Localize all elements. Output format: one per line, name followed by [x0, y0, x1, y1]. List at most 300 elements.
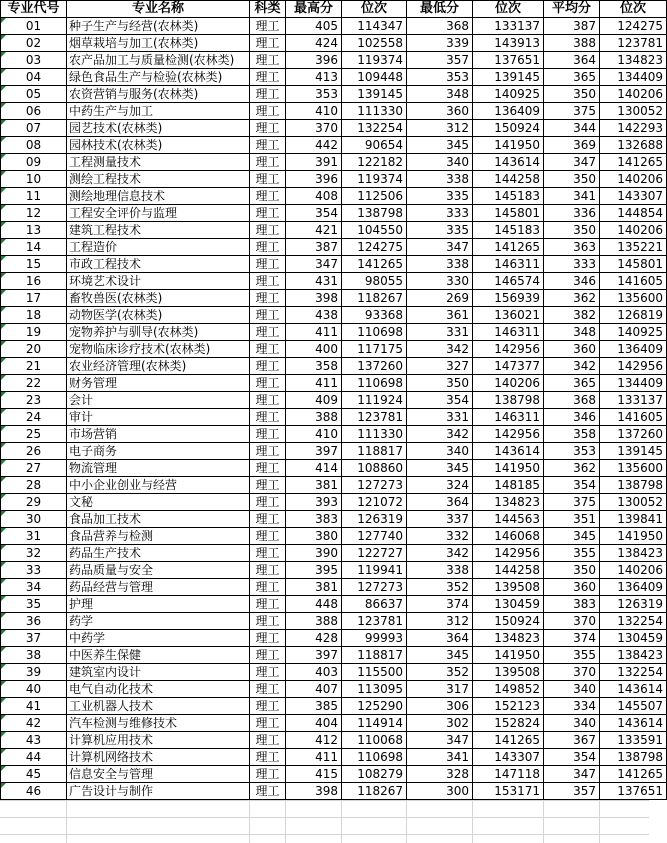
- min-score-cell[interactable]: 354: [407, 392, 473, 409]
- min-score-cell[interactable]: 317: [407, 681, 473, 698]
- category-cell[interactable]: 理工: [250, 35, 286, 52]
- major-code-cell[interactable]: 04: [1, 69, 67, 86]
- avg-rank-cell[interactable]: 135600: [600, 290, 667, 307]
- min-rank-cell[interactable]: 136021: [473, 307, 544, 324]
- major-name-cell[interactable]: 工业机器人技术: [67, 698, 250, 715]
- min-score-cell[interactable]: 347: [407, 239, 473, 256]
- min-score-cell[interactable]: 302: [407, 715, 473, 732]
- max-rank-cell[interactable]: 111330: [342, 426, 407, 443]
- min-score-cell[interactable]: 340: [407, 154, 473, 171]
- major-code-cell[interactable]: 21: [1, 358, 67, 375]
- major-name-cell[interactable]: 工程造价: [67, 239, 250, 256]
- min-rank-cell[interactable]: 144258: [473, 562, 544, 579]
- max-rank-cell[interactable]: 122182: [342, 154, 407, 171]
- min-score-cell[interactable]: 340: [407, 443, 473, 460]
- avg-score-cell[interactable]: 351: [544, 511, 600, 528]
- category-cell[interactable]: 理工: [250, 732, 286, 749]
- avg-rank-cell[interactable]: 142956: [600, 358, 667, 375]
- min-score-cell[interactable]: 312: [407, 120, 473, 137]
- avg-score-cell[interactable]: 362: [544, 460, 600, 477]
- max-score-cell[interactable]: 397: [286, 443, 342, 460]
- major-code-cell[interactable]: 30: [1, 511, 67, 528]
- major-code-cell[interactable]: 01: [1, 18, 67, 35]
- max-score-cell[interactable]: 391: [286, 154, 342, 171]
- max-score-cell[interactable]: 397: [286, 647, 342, 664]
- min-score-cell[interactable]: 327: [407, 358, 473, 375]
- major-name-cell[interactable]: 宠物临床诊疗技术(农林类): [67, 341, 250, 358]
- min-score-cell[interactable]: 374: [407, 596, 473, 613]
- max-rank-cell[interactable]: 132254: [342, 120, 407, 137]
- min-score-cell[interactable]: 338: [407, 171, 473, 188]
- max-score-cell[interactable]: 383: [286, 511, 342, 528]
- major-name-cell[interactable]: 建筑工程技术: [67, 222, 250, 239]
- max-score-cell[interactable]: 410: [286, 426, 342, 443]
- max-score-cell[interactable]: 354: [286, 205, 342, 222]
- min-score-cell[interactable]: 342: [407, 426, 473, 443]
- major-code-cell[interactable]: 16: [1, 273, 67, 290]
- avg-rank-cell[interactable]: 143614: [600, 681, 667, 698]
- major-code-cell[interactable]: 23: [1, 392, 67, 409]
- avg-rank-cell[interactable]: 140206: [600, 562, 667, 579]
- max-score-cell[interactable]: 396: [286, 171, 342, 188]
- min-rank-cell[interactable]: 141265: [473, 239, 544, 256]
- category-cell[interactable]: 理工: [250, 52, 286, 69]
- major-name-cell[interactable]: 药学: [67, 613, 250, 630]
- avg-score-cell[interactable]: 364: [544, 52, 600, 69]
- major-code-cell[interactable]: 14: [1, 239, 67, 256]
- category-cell[interactable]: 理工: [250, 426, 286, 443]
- avg-score-cell[interactable]: 347: [544, 154, 600, 171]
- major-name-cell[interactable]: 财务管理: [67, 375, 250, 392]
- min-rank-cell[interactable]: 148185: [473, 477, 544, 494]
- max-score-cell[interactable]: 404: [286, 715, 342, 732]
- category-cell[interactable]: 理工: [250, 137, 286, 154]
- avg-rank-cell[interactable]: 134409: [600, 375, 667, 392]
- max-score-cell[interactable]: 358: [286, 358, 342, 375]
- avg-rank-cell[interactable]: 144854: [600, 205, 667, 222]
- category-cell[interactable]: 理工: [250, 579, 286, 596]
- category-cell[interactable]: 理工: [250, 222, 286, 239]
- max-rank-cell[interactable]: 125290: [342, 698, 407, 715]
- min-rank-cell[interactable]: 146311: [473, 256, 544, 273]
- min-rank-cell[interactable]: 143913: [473, 35, 544, 52]
- avg-rank-cell[interactable]: 123781: [600, 35, 667, 52]
- major-name-cell[interactable]: 农产品加工与质量检测(农林类): [67, 52, 250, 69]
- max-rank-cell[interactable]: 115500: [342, 664, 407, 681]
- category-cell[interactable]: 理工: [250, 409, 286, 426]
- max-rank-cell[interactable]: 99993: [342, 630, 407, 647]
- max-rank-cell[interactable]: 102558: [342, 35, 407, 52]
- max-score-cell[interactable]: 398: [286, 290, 342, 307]
- min-rank-cell[interactable]: 139145: [473, 69, 544, 86]
- max-rank-cell[interactable]: 112506: [342, 188, 407, 205]
- min-rank-cell[interactable]: 140206: [473, 375, 544, 392]
- min-rank-cell[interactable]: 146574: [473, 273, 544, 290]
- category-cell[interactable]: 理工: [250, 392, 286, 409]
- category-cell[interactable]: 理工: [250, 86, 286, 103]
- max-score-cell[interactable]: 370: [286, 120, 342, 137]
- min-score-cell[interactable]: 352: [407, 579, 473, 596]
- avg-rank-cell[interactable]: 124275: [600, 18, 667, 35]
- category-cell[interactable]: 理工: [250, 69, 286, 86]
- major-code-cell[interactable]: 42: [1, 715, 67, 732]
- min-rank-cell[interactable]: 144258: [473, 171, 544, 188]
- min-rank-cell[interactable]: 134823: [473, 494, 544, 511]
- max-rank-cell[interactable]: 119374: [342, 52, 407, 69]
- avg-rank-cell[interactable]: 135600: [600, 460, 667, 477]
- avg-rank-cell[interactable]: 139145: [600, 443, 667, 460]
- avg-rank-cell[interactable]: 130052: [600, 103, 667, 120]
- max-score-cell[interactable]: 381: [286, 579, 342, 596]
- category-cell[interactable]: 理工: [250, 103, 286, 120]
- avg-score-cell[interactable]: 388: [544, 35, 600, 52]
- min-rank-cell[interactable]: 136409: [473, 103, 544, 120]
- major-name-cell[interactable]: 文秘: [67, 494, 250, 511]
- major-code-cell[interactable]: 34: [1, 579, 67, 596]
- max-rank-cell[interactable]: 113095: [342, 681, 407, 698]
- column-header[interactable]: 专业名称: [67, 1, 250, 18]
- min-rank-cell[interactable]: 147118: [473, 766, 544, 783]
- max-score-cell[interactable]: 353: [286, 86, 342, 103]
- avg-score-cell[interactable]: 354: [544, 749, 600, 766]
- max-score-cell[interactable]: 347: [286, 256, 342, 273]
- max-score-cell[interactable]: 393: [286, 494, 342, 511]
- major-code-cell[interactable]: 35: [1, 596, 67, 613]
- avg-score-cell[interactable]: 353: [544, 443, 600, 460]
- avg-rank-cell[interactable]: 140206: [600, 86, 667, 103]
- max-rank-cell[interactable]: 108279: [342, 766, 407, 783]
- max-rank-cell[interactable]: 93368: [342, 307, 407, 324]
- major-code-cell[interactable]: 15: [1, 256, 67, 273]
- major-code-cell[interactable]: 33: [1, 562, 67, 579]
- major-code-cell[interactable]: 24: [1, 409, 67, 426]
- min-rank-cell[interactable]: 143307: [473, 749, 544, 766]
- avg-rank-cell[interactable]: 134409: [600, 69, 667, 86]
- category-cell[interactable]: 理工: [250, 528, 286, 545]
- min-score-cell[interactable]: 335: [407, 222, 473, 239]
- min-score-cell[interactable]: 360: [407, 103, 473, 120]
- category-cell[interactable]: 理工: [250, 341, 286, 358]
- min-rank-cell[interactable]: 142956: [473, 341, 544, 358]
- major-name-cell[interactable]: 汽车检测与维修技术: [67, 715, 250, 732]
- avg-score-cell[interactable]: 340: [544, 681, 600, 698]
- min-rank-cell[interactable]: 141950: [473, 137, 544, 154]
- category-cell[interactable]: 理工: [250, 766, 286, 783]
- min-score-cell[interactable]: 331: [407, 324, 473, 341]
- avg-rank-cell[interactable]: 126819: [600, 307, 667, 324]
- min-score-cell[interactable]: 312: [407, 613, 473, 630]
- avg-rank-cell[interactable]: 134823: [600, 52, 667, 69]
- max-score-cell[interactable]: 390: [286, 545, 342, 562]
- max-score-cell[interactable]: 388: [286, 409, 342, 426]
- min-score-cell[interactable]: 357: [407, 52, 473, 69]
- max-rank-cell[interactable]: 114347: [342, 18, 407, 35]
- max-rank-cell[interactable]: 111924: [342, 392, 407, 409]
- max-rank-cell[interactable]: 124275: [342, 239, 407, 256]
- min-score-cell[interactable]: 333: [407, 205, 473, 222]
- category-cell[interactable]: 理工: [250, 375, 286, 392]
- min-score-cell[interactable]: 345: [407, 137, 473, 154]
- category-cell[interactable]: 理工: [250, 664, 286, 681]
- major-name-cell[interactable]: 农业经济管理(农林类): [67, 358, 250, 375]
- min-score-cell[interactable]: 345: [407, 460, 473, 477]
- avg-rank-cell[interactable]: 145801: [600, 256, 667, 273]
- min-score-cell[interactable]: 368: [407, 18, 473, 35]
- min-rank-cell[interactable]: 142956: [473, 426, 544, 443]
- major-name-cell[interactable]: 工程安全评价与监理: [67, 205, 250, 222]
- max-rank-cell[interactable]: 110698: [342, 375, 407, 392]
- max-score-cell[interactable]: 408: [286, 188, 342, 205]
- category-cell[interactable]: 理工: [250, 18, 286, 35]
- min-rank-cell[interactable]: 138798: [473, 392, 544, 409]
- avg-score-cell[interactable]: 370: [544, 613, 600, 630]
- avg-rank-cell[interactable]: 137651: [600, 783, 667, 800]
- min-score-cell[interactable]: 338: [407, 256, 473, 273]
- major-code-cell[interactable]: 29: [1, 494, 67, 511]
- avg-score-cell[interactable]: 346: [544, 273, 600, 290]
- major-name-cell[interactable]: 园艺技术(农林类): [67, 120, 250, 137]
- avg-score-cell[interactable]: 382: [544, 307, 600, 324]
- major-code-cell[interactable]: 31: [1, 528, 67, 545]
- avg-score-cell[interactable]: 360: [544, 341, 600, 358]
- avg-rank-cell[interactable]: 130459: [600, 630, 667, 647]
- avg-rank-cell[interactable]: 130052: [600, 494, 667, 511]
- major-code-cell[interactable]: 25: [1, 426, 67, 443]
- min-score-cell[interactable]: 342: [407, 545, 473, 562]
- major-name-cell[interactable]: 护理: [67, 596, 250, 613]
- max-rank-cell[interactable]: 98055: [342, 273, 407, 290]
- major-name-cell[interactable]: 物流管理: [67, 460, 250, 477]
- avg-score-cell[interactable]: 350: [544, 222, 600, 239]
- category-cell[interactable]: 理工: [250, 154, 286, 171]
- max-rank-cell[interactable]: 90654: [342, 137, 407, 154]
- avg-score-cell[interactable]: 387: [544, 18, 600, 35]
- max-rank-cell[interactable]: 117175: [342, 341, 407, 358]
- min-rank-cell[interactable]: 145801: [473, 205, 544, 222]
- min-rank-cell[interactable]: 147377: [473, 358, 544, 375]
- avg-rank-cell[interactable]: 132254: [600, 613, 667, 630]
- min-rank-cell[interactable]: 156939: [473, 290, 544, 307]
- min-rank-cell[interactable]: 145183: [473, 222, 544, 239]
- major-name-cell[interactable]: 农资营销与服务(农林类): [67, 86, 250, 103]
- max-rank-cell[interactable]: 123781: [342, 409, 407, 426]
- major-code-cell[interactable]: 07: [1, 120, 67, 137]
- min-rank-cell[interactable]: 149852: [473, 681, 544, 698]
- avg-score-cell[interactable]: 342: [544, 358, 600, 375]
- min-rank-cell[interactable]: 146311: [473, 409, 544, 426]
- avg-rank-cell[interactable]: 136409: [600, 579, 667, 596]
- max-rank-cell[interactable]: 110698: [342, 749, 407, 766]
- major-name-cell[interactable]: 中药学: [67, 630, 250, 647]
- major-code-cell[interactable]: 17: [1, 290, 67, 307]
- min-score-cell[interactable]: 332: [407, 528, 473, 545]
- avg-score-cell[interactable]: 375: [544, 103, 600, 120]
- avg-rank-cell[interactable]: 138798: [600, 749, 667, 766]
- category-cell[interactable]: 理工: [250, 749, 286, 766]
- major-name-cell[interactable]: 市政工程技术: [67, 256, 250, 273]
- avg-rank-cell[interactable]: 136409: [600, 341, 667, 358]
- avg-rank-cell[interactable]: 143307: [600, 188, 667, 205]
- avg-rank-cell[interactable]: 137260: [600, 426, 667, 443]
- major-code-cell[interactable]: 22: [1, 375, 67, 392]
- avg-rank-cell[interactable]: 138798: [600, 477, 667, 494]
- min-rank-cell[interactable]: 150924: [473, 120, 544, 137]
- column-header[interactable]: 科类: [250, 1, 286, 18]
- max-score-cell[interactable]: 442: [286, 137, 342, 154]
- max-score-cell[interactable]: 421: [286, 222, 342, 239]
- category-cell[interactable]: 理工: [250, 171, 286, 188]
- min-rank-cell[interactable]: 144563: [473, 511, 544, 528]
- avg-rank-cell[interactable]: 138423: [600, 647, 667, 664]
- avg-score-cell[interactable]: 344: [544, 120, 600, 137]
- major-name-cell[interactable]: 畜牧兽医(农林类): [67, 290, 250, 307]
- major-name-cell[interactable]: 中小企业创业与经营: [67, 477, 250, 494]
- category-cell[interactable]: 理工: [250, 596, 286, 613]
- major-code-cell[interactable]: 06: [1, 103, 67, 120]
- avg-rank-cell[interactable]: 133591: [600, 732, 667, 749]
- max-score-cell[interactable]: 414: [286, 460, 342, 477]
- major-name-cell[interactable]: 中药生产与加工: [67, 103, 250, 120]
- major-name-cell[interactable]: 测绘地理信息技术: [67, 188, 250, 205]
- min-score-cell[interactable]: 345: [407, 647, 473, 664]
- category-cell[interactable]: 理工: [250, 647, 286, 664]
- max-rank-cell[interactable]: 127273: [342, 477, 407, 494]
- major-code-cell[interactable]: 11: [1, 188, 67, 205]
- max-score-cell[interactable]: 407: [286, 681, 342, 698]
- major-code-cell[interactable]: 44: [1, 749, 67, 766]
- category-cell[interactable]: 理工: [250, 188, 286, 205]
- min-score-cell[interactable]: 342: [407, 341, 473, 358]
- major-code-cell[interactable]: 43: [1, 732, 67, 749]
- major-name-cell[interactable]: 动物医学(农林类): [67, 307, 250, 324]
- avg-score-cell[interactable]: 367: [544, 732, 600, 749]
- min-score-cell[interactable]: 331: [407, 409, 473, 426]
- max-score-cell[interactable]: 400: [286, 341, 342, 358]
- major-name-cell[interactable]: 食品营养与检测: [67, 528, 250, 545]
- major-code-cell[interactable]: 45: [1, 766, 67, 783]
- max-score-cell[interactable]: 381: [286, 477, 342, 494]
- max-rank-cell[interactable]: 127740: [342, 528, 407, 545]
- max-rank-cell[interactable]: 123781: [342, 613, 407, 630]
- avg-rank-cell[interactable]: 142293: [600, 120, 667, 137]
- avg-rank-cell[interactable]: 141265: [600, 766, 667, 783]
- min-score-cell[interactable]: 335: [407, 188, 473, 205]
- major-name-cell[interactable]: 绿色食品生产与检验(农林类): [67, 69, 250, 86]
- major-code-cell[interactable]: 10: [1, 171, 67, 188]
- max-score-cell[interactable]: 380: [286, 528, 342, 545]
- max-rank-cell[interactable]: 121072: [342, 494, 407, 511]
- avg-rank-cell[interactable]: 126319: [600, 596, 667, 613]
- avg-score-cell[interactable]: 345: [544, 528, 600, 545]
- min-score-cell[interactable]: 347: [407, 732, 473, 749]
- category-cell[interactable]: 理工: [250, 511, 286, 528]
- max-score-cell[interactable]: 412: [286, 732, 342, 749]
- category-cell[interactable]: 理工: [250, 307, 286, 324]
- avg-rank-cell[interactable]: 141605: [600, 273, 667, 290]
- major-code-cell[interactable]: 09: [1, 154, 67, 171]
- column-header[interactable]: 最高分: [286, 1, 342, 18]
- category-cell[interactable]: 理工: [250, 477, 286, 494]
- category-cell[interactable]: 理工: [250, 630, 286, 647]
- avg-rank-cell[interactable]: 141265: [600, 154, 667, 171]
- major-code-cell[interactable]: 41: [1, 698, 67, 715]
- max-rank-cell[interactable]: 118267: [342, 783, 407, 800]
- min-rank-cell[interactable]: 141265: [473, 732, 544, 749]
- max-rank-cell[interactable]: 114914: [342, 715, 407, 732]
- category-cell[interactable]: 理工: [250, 205, 286, 222]
- major-name-cell[interactable]: 信息安全与管理: [67, 766, 250, 783]
- avg-score-cell[interactable]: 375: [544, 494, 600, 511]
- category-cell[interactable]: 理工: [250, 715, 286, 732]
- max-score-cell[interactable]: 424: [286, 35, 342, 52]
- column-header[interactable]: 位次: [473, 1, 544, 18]
- avg-score-cell[interactable]: 341: [544, 188, 600, 205]
- category-cell[interactable]: 理工: [250, 120, 286, 137]
- max-rank-cell[interactable]: 111330: [342, 103, 407, 120]
- max-rank-cell[interactable]: 122727: [342, 545, 407, 562]
- max-rank-cell[interactable]: 138798: [342, 205, 407, 222]
- avg-rank-cell[interactable]: 141950: [600, 528, 667, 545]
- max-score-cell[interactable]: 395: [286, 562, 342, 579]
- category-cell[interactable]: 理工: [250, 494, 286, 511]
- major-name-cell[interactable]: 中医养生保健: [67, 647, 250, 664]
- max-score-cell[interactable]: 411: [286, 375, 342, 392]
- min-rank-cell[interactable]: 152824: [473, 715, 544, 732]
- max-rank-cell[interactable]: 104550: [342, 222, 407, 239]
- max-score-cell[interactable]: 388: [286, 613, 342, 630]
- category-cell[interactable]: 理工: [250, 358, 286, 375]
- max-rank-cell[interactable]: 119941: [342, 562, 407, 579]
- max-rank-cell[interactable]: 126319: [342, 511, 407, 528]
- max-rank-cell[interactable]: 118267: [342, 290, 407, 307]
- category-cell[interactable]: 理工: [250, 290, 286, 307]
- category-cell[interactable]: 理工: [250, 324, 286, 341]
- avg-score-cell[interactable]: 370: [544, 664, 600, 681]
- max-score-cell[interactable]: 413: [286, 69, 342, 86]
- avg-rank-cell[interactable]: 139841: [600, 511, 667, 528]
- avg-score-cell[interactable]: 334: [544, 698, 600, 715]
- avg-rank-cell[interactable]: 135221: [600, 239, 667, 256]
- min-rank-cell[interactable]: 146311: [473, 324, 544, 341]
- min-score-cell[interactable]: 300: [407, 783, 473, 800]
- max-score-cell[interactable]: 431: [286, 273, 342, 290]
- major-name-cell[interactable]: 园林技术(农林类): [67, 137, 250, 154]
- min-rank-cell[interactable]: 134823: [473, 630, 544, 647]
- max-rank-cell[interactable]: 119374: [342, 171, 407, 188]
- major-code-cell[interactable]: 28: [1, 477, 67, 494]
- column-header[interactable]: 位次: [600, 1, 667, 18]
- avg-score-cell[interactable]: 354: [544, 477, 600, 494]
- max-score-cell[interactable]: 410: [286, 103, 342, 120]
- category-cell[interactable]: 理工: [250, 460, 286, 477]
- max-rank-cell[interactable]: 118817: [342, 443, 407, 460]
- major-name-cell[interactable]: 电气自动化技术: [67, 681, 250, 698]
- avg-rank-cell[interactable]: 143614: [600, 715, 667, 732]
- category-cell[interactable]: 理工: [250, 273, 286, 290]
- max-score-cell[interactable]: 438: [286, 307, 342, 324]
- major-name-cell[interactable]: 食品加工技术: [67, 511, 250, 528]
- major-code-cell[interactable]: 27: [1, 460, 67, 477]
- major-code-cell[interactable]: 37: [1, 630, 67, 647]
- major-code-cell[interactable]: 40: [1, 681, 67, 698]
- max-score-cell[interactable]: 428: [286, 630, 342, 647]
- min-score-cell[interactable]: 339: [407, 35, 473, 52]
- major-name-cell[interactable]: 药品质量与安全: [67, 562, 250, 579]
- max-rank-cell[interactable]: 118817: [342, 647, 407, 664]
- min-score-cell[interactable]: 330: [407, 273, 473, 290]
- category-cell[interactable]: 理工: [250, 256, 286, 273]
- avg-score-cell[interactable]: 365: [544, 375, 600, 392]
